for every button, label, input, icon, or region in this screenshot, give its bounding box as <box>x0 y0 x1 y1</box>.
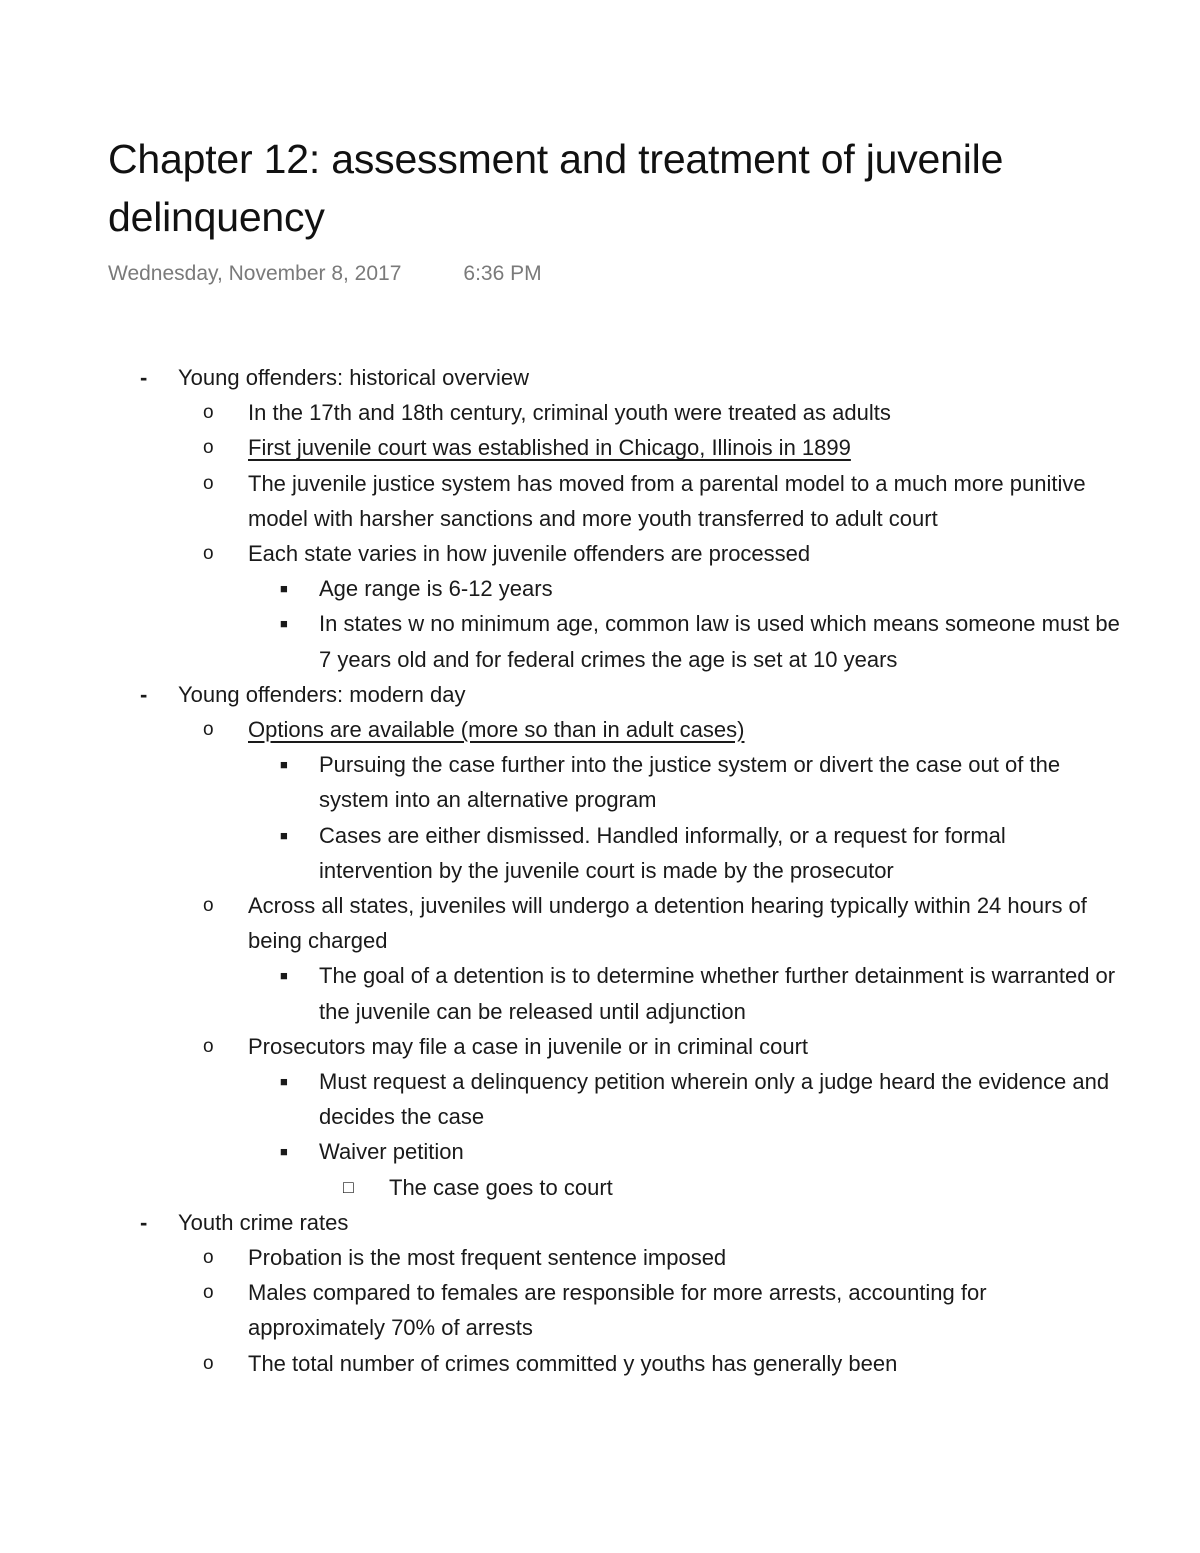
outline-item-level-1 <box>0 360 1200 395</box>
outline-item-text: Youth crime rates <box>178 1209 349 1235</box>
outline-item-text: The case goes to court <box>389 1174 613 1200</box>
outline-item-level-1 <box>0 1205 1200 1240</box>
bullet-icon: o <box>203 472 214 494</box>
outline-item-level-2 <box>0 1346 1200 1381</box>
outline-item-text: Across all states, juveniles will undergo a detention hearing typically within 24 hours of being charged <box>248 893 1087 954</box>
bullet-icon: o <box>203 895 214 917</box>
note-timestamp <box>108 262 542 286</box>
outline-item-text: Probation is the most frequent sentence imposed <box>248 1245 727 1271</box>
bullet-icon: ■ <box>280 1144 288 1160</box>
bullet-icon: ■ <box>280 581 288 597</box>
outline-item-text: Prosecutors may file a case in juvenile or in criminal court <box>248 1033 809 1059</box>
bullet-icon: o <box>203 543 214 565</box>
outline-item-level-2 <box>0 1029 1200 1064</box>
note-time: 6:36 PM <box>463 262 542 285</box>
bullet-icon: ■ <box>280 827 288 843</box>
outline-item-text: The juvenile justice system has moved from a parental model to a much more punitive model with harsher sanctions and more youth transferred to adult court <box>248 470 1086 531</box>
outline-item-text: Cases are either dismissed. Handled informally, or a request for formal intervention by the juvenile court is made by the prosecutor <box>319 822 1006 883</box>
outline-item-text: In states w no minimum age, common law is used which means someone must be 7 years old and for federal crimes the age is set at 10 years <box>319 611 1120 672</box>
outline-item-text: Young offenders: historical overview <box>178 365 529 390</box>
page-title: Chapter 12: assessment and treatment of juvenile delinquency <box>108 136 1004 240</box>
bullet-icon: o <box>203 719 214 741</box>
outline-item-level-2 <box>0 395 1200 430</box>
bullet-icon: o <box>203 1247 214 1269</box>
note-date: Wednesday, November 8, 2017 <box>108 262 402 285</box>
outline-item-text: Pursuing the case further into the justice system or divert the case out of the system into an alternative program <box>319 752 1061 813</box>
outline-item-level-3 <box>0 571 1200 606</box>
outline-item-level-2 <box>0 466 1200 536</box>
outline-item-level-2 <box>0 712 1200 747</box>
outline-item-text: The goal of a detention is to determine whether further detainment is warranted or the juvenile can be released until adjunction <box>319 963 1116 1024</box>
outline-item-level-2 <box>0 888 1200 958</box>
outline-item-level-2 <box>0 430 1200 465</box>
outline-item-level-3 <box>0 958 1200 1028</box>
bullet-icon: - <box>140 365 148 390</box>
outline-item-level-3 <box>0 1134 1200 1169</box>
outline-item-level-3 <box>0 818 1200 888</box>
outline-item-level-4 <box>0 1170 1200 1205</box>
outline-item-level-2 <box>0 1240 1200 1275</box>
bullet-icon: o <box>203 402 214 424</box>
outline-item-text: Each state varies in how juvenile offenders are processed <box>248 541 811 567</box>
outline-item-text: Young offenders: modern day <box>178 681 466 707</box>
outline-item-text: In the 17th and 18th century, criminal youth were treated as adults <box>248 400 891 426</box>
outline-item-level-3 <box>0 606 1200 676</box>
bullet-icon: o <box>203 437 214 459</box>
outline-item-level-2 <box>0 1275 1200 1345</box>
bullet-icon: ■ <box>280 968 288 984</box>
bullet-icon: □ <box>343 1176 354 1197</box>
outline-item-text: First juvenile court was established in Chicago, Illinois in 1899 <box>248 435 851 461</box>
outline-item-text: Males compared to females are responsible for more arrests, accounting for approximately 70% of arrests <box>248 1280 987 1341</box>
outline-list <box>0 360 1200 1436</box>
outline-item-text: Options are available (more so than in adult cases) <box>248 717 745 743</box>
outline-item-level-1 <box>0 677 1200 712</box>
outline-item-text: Waiver petition <box>319 1139 464 1165</box>
bullet-icon: o <box>203 1035 214 1057</box>
outline-item-level-2 <box>0 536 1200 571</box>
outline-item-text: Age range is 6-12 years <box>319 576 553 602</box>
bullet-icon: - <box>140 681 148 707</box>
bullet-icon: ■ <box>280 1074 288 1090</box>
outline-item-text: The total number of crimes committed y youths has generally been <box>248 1350 898 1376</box>
bullet-icon: ■ <box>280 757 288 773</box>
bullet-icon: ■ <box>280 616 288 632</box>
outline-item-level-3 <box>0 747 1200 817</box>
bullet-icon: o <box>203 1282 214 1304</box>
outline-item-level-3 <box>0 1064 1200 1134</box>
bullet-icon: - <box>140 1209 148 1235</box>
outline-item-text: Must request a delinquency petition wherein only a judge heard the evidence and decides the case <box>319 1069 1110 1130</box>
bullet-icon: o <box>203 1352 214 1374</box>
